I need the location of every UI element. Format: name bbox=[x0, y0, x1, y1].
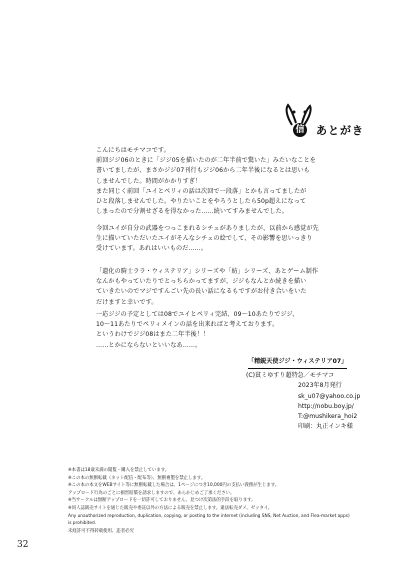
logo-letter: 信 bbox=[293, 123, 307, 137]
text-line: というわけでジジ08はまた二年半後！！ bbox=[96, 331, 210, 339]
paragraph-2 bbox=[96, 224, 362, 255]
note-line: ※本書は18歳未満の閲覧・購入を禁止しています。 bbox=[68, 468, 170, 473]
text-line: 生に描いていただいたユイがそんなシチュの絵でして、その影響を思いっきり bbox=[96, 235, 313, 243]
circle-name: (C)貧ミゆすり超特急／モチマコ bbox=[246, 372, 335, 380]
afterword-heading: あとがき bbox=[316, 124, 364, 137]
email-address: sk_u07@yahoo.co.jp bbox=[298, 392, 361, 400]
text-line: しませんでした。時間がかかりすぎ！ bbox=[96, 177, 202, 185]
text-line: しまったので分割せざるを得なかった……続いてすみませんでした。 bbox=[96, 208, 289, 216]
text-line: 前回ジジ06のときに「ジジ05を描いたのが二年半前で驚いた」みたいなことを bbox=[96, 157, 316, 165]
printer-credit: 印刷：丸正インキ様 bbox=[298, 423, 353, 431]
paragraph-1 bbox=[96, 146, 362, 217]
text-line: 書いてましたが、まさかジジ07刊行もジジ06から二年半後になるとは思いも bbox=[96, 167, 310, 175]
website-url: http://nobu.boy.jp/ bbox=[298, 402, 354, 410]
text-line: ひと段落しませんでした。やりたいことをやろうとしたら50p超えになって bbox=[96, 197, 307, 205]
note-line-chinese: 未経許可不得转载使用、违者必究 bbox=[68, 528, 134, 534]
text-line: また同じく前回「ユイとペリィの話は次回で一段落」とかも言ってましたが bbox=[96, 187, 307, 195]
note-line: ※この本の本文をWEBサイト等に無断転載した場合は、1ページにつき10,000円の支払い義務が生じます。 bbox=[68, 483, 280, 489]
twitter-handle: T:@mushikera_hoi2 bbox=[298, 412, 358, 420]
publish-date: 2023年8月発行 bbox=[298, 382, 342, 390]
paragraph-4 bbox=[96, 310, 362, 351]
note-line: ※この本の無断転載（ネット配信・配布等）、無断複製を禁止します。 bbox=[68, 475, 206, 481]
note-line: ※同人誌販売サイトを通じた販売や委託以外の方法による販売を禁止します。違法転売ダメ、ゼッタイ。 bbox=[68, 505, 273, 511]
page-number: 32 bbox=[17, 540, 29, 550]
text-line: こんにちはモチマコです。 bbox=[96, 147, 170, 154]
text-line: 一応ジジの予定としては08でユイとペリィ完結、09～10あたりでジジ、 bbox=[96, 311, 299, 318]
text-line: だけますと幸いです。 bbox=[96, 298, 158, 306]
text-line: 今回ユイが自分の武器をつっこまれるシチュがありましたが、以前から感覚が先 bbox=[96, 225, 319, 232]
colophon bbox=[220, 357, 380, 432]
text-line: 「遺化の騎士ララ・ウィステリア」シリーズや「紡」シリーズ、あとゲーム制作 bbox=[96, 268, 319, 275]
note-line-english: is prohibited. bbox=[68, 521, 97, 527]
note-line: アップロード行為のごとに損害賠償を請求しますので、あらかじめご了承ください。 bbox=[68, 490, 235, 496]
text-line: ていきたいのでマジですんごい先の長い話になるもですがお付き合いをいた bbox=[96, 288, 307, 296]
note-line-english: Any unauthorized reproduction, duplication, copying, or posting to the internet (including SNS, Net Auction, and Flea-market apps) bbox=[68, 513, 350, 519]
text-line: ……とかにならないといいなあ……。 bbox=[96, 341, 202, 349]
text-line: 10～11あたりでペリィメインの話を出来ればと考えております。 bbox=[96, 321, 279, 329]
book-title: 「精鋭天使ジジ・ウィステリア07」 bbox=[248, 357, 347, 369]
legal-notes bbox=[68, 467, 388, 535]
text-line: 受けています。あれはいいものだ……。 bbox=[96, 245, 207, 253]
text-line: なんかもやっていたりでとっちらかってますが、ジジもなんとか続きを描い bbox=[96, 278, 307, 286]
paragraph-3 bbox=[96, 267, 362, 308]
note-line: ※当サークルは無断アップロードを一切許可しておりません。見つけ次第法的手段を取ります。 bbox=[68, 498, 256, 504]
